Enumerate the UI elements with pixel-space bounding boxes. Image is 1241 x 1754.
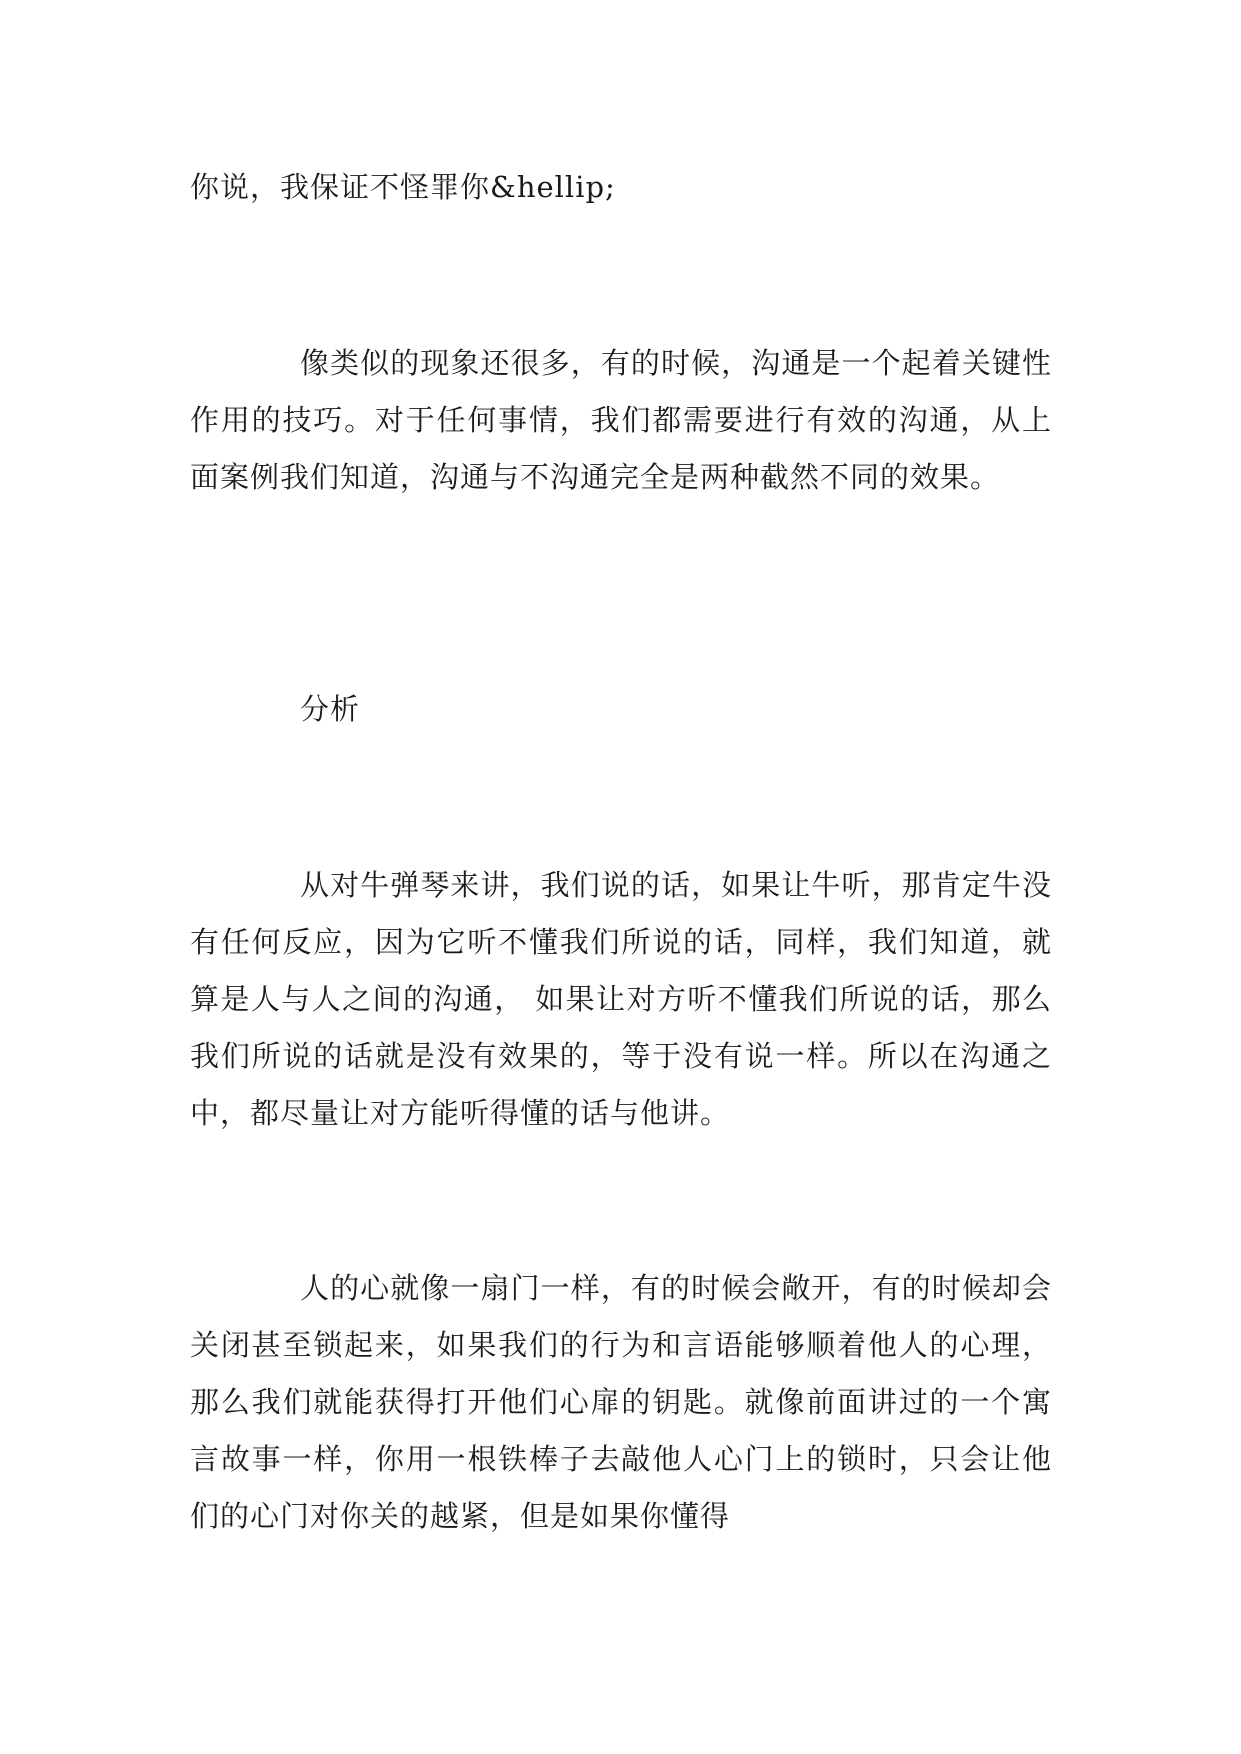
paragraph-heart-door: 人的心就像一扇门一样，有的时候会敞开，有的时候却会关闭甚至锁起来，如果我们的行为和言语能够顺着他人的心理，那么我们就能获得打开他们心扉的钥匙。就像前面讲过的一个寓言故事一样，你用一根铁棒子去敲他人心门上的锁时，只会让他们的心门对你关的越紧，但是如果你懂得 bbox=[190, 1271, 1052, 1533]
paragraph-playing-lute-to-cow: 从对牛弹琴来讲，我们说的话，如果让牛听，那肯定牛没有任何反应，因为它听不懂我们所说的话，同样，我们知道，就算是人与人之间的沟通， 如果让对方听不懂我们所说的话，那么我们所说的话就是没有效果的，等于没有说一样。所以在沟通之中，都尽量让对方能听得懂的话与他讲。 bbox=[190, 868, 1052, 1130]
section-heading-analysis: 分析 bbox=[300, 692, 361, 726]
paragraph-communication-skill: 像类似的现象还很多，有的时候，沟通是一个起着关键性作用的技巧。对于任何事情，我们都需要进行有效的沟通，从上面案例我们知道，沟通与不沟通完全是两种截然不同的效果。 bbox=[190, 346, 1052, 494]
paragraph-continuation: 你说，我保证不怪罪你&hellip; bbox=[190, 170, 616, 204]
